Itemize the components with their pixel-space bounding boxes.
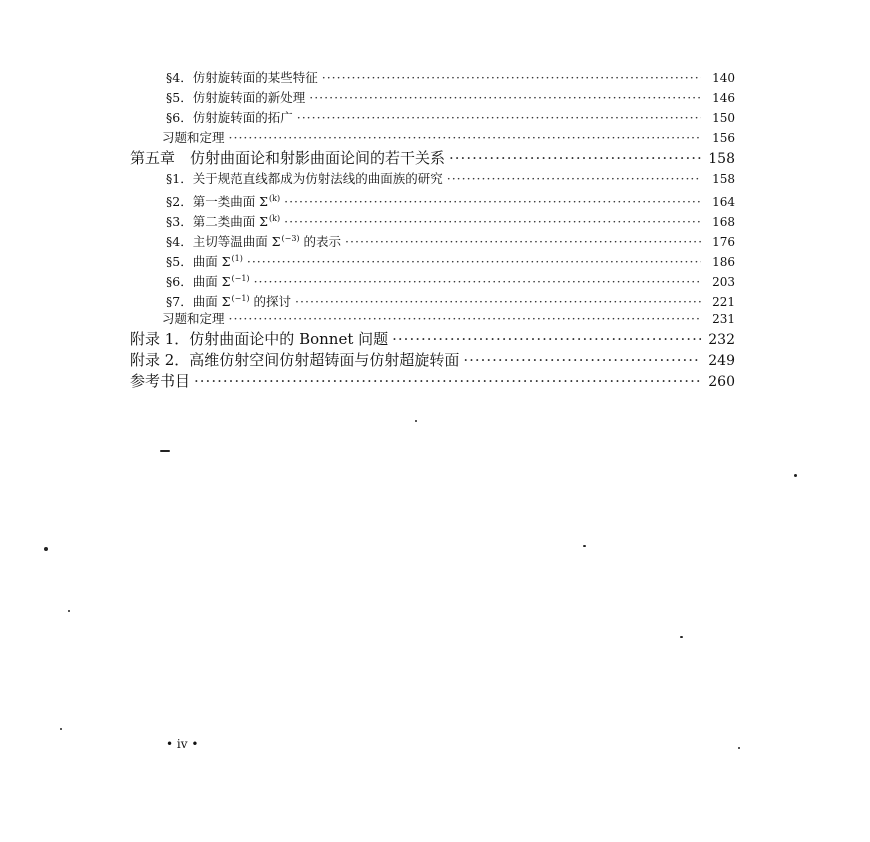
dot-leader xyxy=(345,232,701,252)
superscript: (−1) xyxy=(231,274,250,283)
toc-entry-title: §6．仿射旋转面的拓广 xyxy=(166,110,293,125)
toc-entry-page: 176 xyxy=(712,235,735,250)
toc-entry-page: 164 xyxy=(712,195,735,210)
dot-leader xyxy=(449,148,701,169)
table-of-contents xyxy=(130,68,735,392)
toc-entry-page: 140 xyxy=(712,71,735,85)
toc-entry-page: 146 xyxy=(712,91,735,105)
toc-chapter-page: 158 xyxy=(708,151,735,167)
toc-references-title: 参考书目 xyxy=(130,372,191,390)
dot-leader xyxy=(392,329,701,350)
toc-entry-page: 231 xyxy=(712,312,735,326)
toc-entry-title: §4．主切等温曲面 $\Sigma^{(-3)}$ 的表示 xyxy=(166,234,342,250)
dot-leader xyxy=(284,212,701,232)
page-number: • iv • xyxy=(166,737,199,751)
scan-speck xyxy=(60,728,62,730)
toc-entry-title: §1．关于规范直线都成为仿射法线的曲面族的研究 xyxy=(166,171,443,186)
toc-appendix[interactable] xyxy=(130,350,735,371)
toc-references[interactable] xyxy=(130,371,735,392)
scan-speck xyxy=(415,420,417,422)
scan-speck xyxy=(794,474,797,477)
toc-entry-title: §3．第二类曲面 $\Sigma^{(k)}$ xyxy=(166,214,281,230)
toc-chapter[interactable] xyxy=(130,148,735,169)
superscript: (−1) xyxy=(231,294,250,303)
superscript: (−3) xyxy=(281,234,300,243)
toc-entry-title: §2．第一类曲面 $\Sigma^{(k)}$ xyxy=(166,194,281,210)
scan-speck xyxy=(68,610,70,612)
dot-leader xyxy=(229,128,701,148)
toc-entry[interactable] xyxy=(130,209,735,229)
dot-leader xyxy=(284,192,701,212)
toc-entry[interactable] xyxy=(130,189,735,209)
toc-entry-title: §6．曲面 $\Sigma^{(-1)}$ xyxy=(166,274,250,290)
toc-entry[interactable] xyxy=(130,169,735,189)
superscript: (1) xyxy=(231,254,243,263)
scan-speck xyxy=(583,545,586,547)
dot-leader xyxy=(463,350,701,371)
toc-entry[interactable] xyxy=(130,229,735,249)
dot-leader xyxy=(229,309,701,329)
toc-entry-title: 习题和定理 xyxy=(162,311,225,326)
toc-entry-page: 156 xyxy=(712,131,735,145)
toc-chapter-title: 第五章 仿射曲面论和射影曲面论间的若干关系 xyxy=(130,149,446,167)
superscript: (k) xyxy=(269,194,281,203)
dot-leader xyxy=(254,272,701,292)
dot-leader xyxy=(447,169,701,189)
toc-entry-title: 习题和定理 xyxy=(162,130,225,145)
toc-entry-page: 203 xyxy=(712,275,735,290)
toc-appendix-title: 附录 1．仿射曲面论中的 Bonnet 问题 xyxy=(130,330,389,348)
toc-entry-page: 150 xyxy=(712,111,735,125)
toc-appendix-page: 249 xyxy=(708,353,735,369)
scan-speck xyxy=(738,747,740,749)
toc-entry-page: 168 xyxy=(712,215,735,230)
dot-leader xyxy=(194,371,701,392)
toc-appendix-page: 232 xyxy=(708,332,735,348)
toc-entry[interactable] xyxy=(130,68,735,88)
toc-entry[interactable] xyxy=(130,88,735,108)
toc-entry-title: §5．曲面 $\Sigma^{(1)}$ xyxy=(166,254,243,270)
superscript: (k) xyxy=(269,214,281,223)
toc-appendix-title: 附录 2．高维仿射空间仿射超铸面与仿射超旋转面 xyxy=(130,351,460,369)
toc-references-page: 260 xyxy=(708,374,735,390)
toc-entry[interactable] xyxy=(130,108,735,128)
scan-speck xyxy=(44,547,48,551)
toc-entry[interactable] xyxy=(130,249,735,269)
toc-entry-page: 221 xyxy=(712,295,735,310)
dot-leader xyxy=(309,88,701,108)
toc-entry[interactable] xyxy=(130,269,735,289)
toc-entry-title: §5．仿射旋转面的新处理 xyxy=(166,90,306,105)
toc-entry-title: §4．仿射旋转面的某些特征 xyxy=(166,70,318,85)
toc-entry-page: 158 xyxy=(712,172,735,186)
toc-entry[interactable] xyxy=(130,289,735,309)
toc-appendix[interactable] xyxy=(130,329,735,350)
dot-leader xyxy=(297,108,701,128)
toc-entry-exercises[interactable] xyxy=(130,309,735,329)
scan-speck xyxy=(160,450,170,452)
dot-leader xyxy=(322,68,701,88)
toc-entry-exercises[interactable] xyxy=(130,128,735,148)
dot-leader xyxy=(247,252,701,272)
scan-speck xyxy=(680,636,683,638)
toc-entry-title: §7．曲面 $\Sigma^{(-1)}$ 的探讨 xyxy=(166,294,292,310)
toc-entry-page: 186 xyxy=(712,255,735,270)
